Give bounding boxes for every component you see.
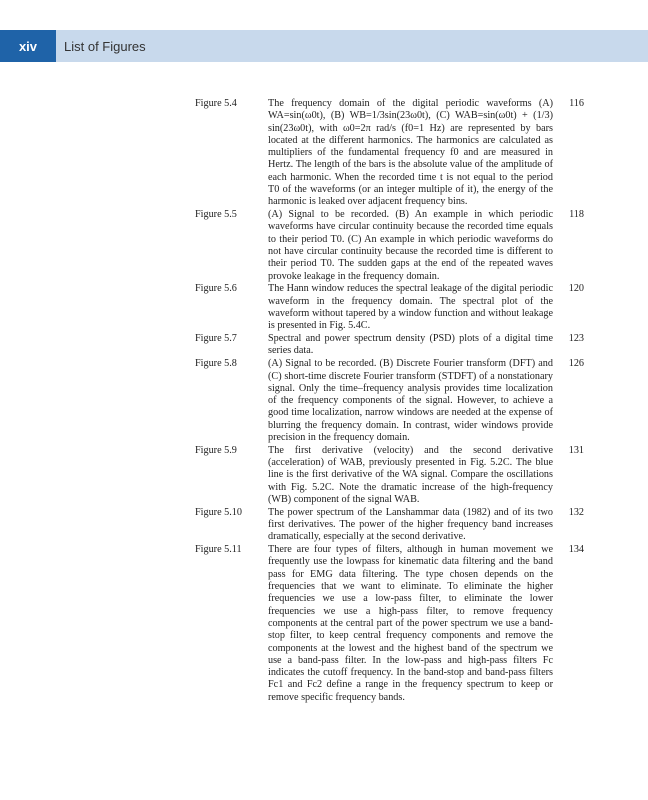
figure-label: Figure 5.7 <box>195 333 237 345</box>
page-reference: 131 <box>568 444 584 456</box>
figure-label: Figure 5.6 <box>195 283 237 295</box>
page-number: xiv <box>0 30 56 62</box>
figure-entry <box>195 209 595 283</box>
figure-entry <box>195 507 595 544</box>
running-title: List of Figures <box>64 38 146 54</box>
page-reference: 120 <box>568 283 584 295</box>
figure-label: Figure 5.10 <box>195 506 242 518</box>
figure-entry <box>195 333 595 358</box>
figure-label: Figure 5.5 <box>195 209 237 221</box>
page-reference: 118 <box>569 209 584 221</box>
figure-caption: The frequency domain of the digital periodic waveforms (A) WA=sin(ω0t), (B) WB=1/3sin(23ω0t), (C) WAB=sin(ω0t) + (1/3) sin(23ω0t), with ω0=2π rad/s (f0=1 Hz) are represented by bars located at the different harmonics. The harmonics are calculated as multipliers of the fundamental frequency f0 and are measured in Hertz. The length of the bars is the absolute value of the amplitude of each harmonic. When the recorded time t is not equal to the period T0 of the waveforms (or an integer multiple of it), the energy of the harmonic is leaked over adjacent frequency bins. <box>268 98 553 208</box>
figure-label: Figure 5.9 <box>195 444 237 456</box>
page-reference: 126 <box>568 358 584 370</box>
figure-caption: There are four types of filters, although in human movement we frequently use the lowpass for kinematic data filtering and the band pass for EMG data filtering. The type chosen depends on the frequencies that we want to eliminate. To eliminate the higher frequencies we use a low-pass filter, to eliminate the lower frequencies we use a high-pass filter, to remove frequency components at the central part of the power spectrum we use a band-stop filter, to keep central frequency components and remove the components at the lowest and the highest band of the spectrum we use a band-pass filter. In the low-pass and high-pass filters Fc indicates the cutoff frequency. In the band-stop and band-pass filters Fc1 and Fc2 define a range in the frequency spectrum to keep or remove specific frequency bands. <box>268 544 553 703</box>
page-reference: 132 <box>568 506 584 518</box>
page-reference: 134 <box>568 544 584 556</box>
figures-list <box>195 98 595 705</box>
figure-label: Figure 5.4 <box>195 98 237 109</box>
figure-caption: Spectral and power spectrum density (PSD) plots of a digital time series data. <box>268 333 553 357</box>
figure-entry <box>195 98 595 209</box>
figure-caption: The power spectrum of the Lanshammar data (1982) and of its two first derivatives. The power of the higher frequency band increases dramatically, especially at the second derivative. <box>268 506 553 543</box>
figure-label: Figure 5.8 <box>195 358 237 370</box>
figure-caption: The Hann window reduces the spectral leakage of the digital periodic waveform in the frequency domain. The spectral plot of the waveform without tapered by a window function and without leakage is presented in Fig. 5.4C. <box>268 283 553 332</box>
page-reference: 116 <box>569 98 584 109</box>
page-reference: 123 <box>568 333 584 345</box>
figure-caption: The first derivative (velocity) and the second derivative (acceleration) of WAB, previously presented in Fig. 5.2C. The blue line is the first derivative of the WA signal. Compare the oscillations with Fig. 5.2C. Note the dramatic increase of the high-frequency (WB) component of the signal WAB. <box>268 444 553 505</box>
figure-entry <box>195 445 595 506</box>
figure-entry <box>195 544 595 704</box>
figure-caption: (A) Signal to be recorded. (B) An example in which periodic waveforms have circular continuity because the recorded time equals to their period T0. (C) An example in which periodic waveforms do not have circular continuity because the recorded time is different to their period T0. The sudden gaps at the end of the repeated waves provoke leakage in the frequency domain. <box>268 209 553 282</box>
running-header <box>0 30 648 62</box>
figure-entry <box>195 283 595 332</box>
figure-caption: (A) Signal to be recorded. (B) Discrete Fourier transform (DFT) and (C) short-time discrete Fourier transform (STDFT) of a nonstationary signal. Only the time–frequency analysis provides time localization of the frequency components of the signal. However, to achieve a good time localization, narrow windows are needed at the expense of blurring the frequency domain. In contrast, wider windows provide precision in the frequency domain. <box>268 358 553 444</box>
figure-entry <box>195 358 595 444</box>
figure-label: Figure 5.11 <box>195 544 242 556</box>
